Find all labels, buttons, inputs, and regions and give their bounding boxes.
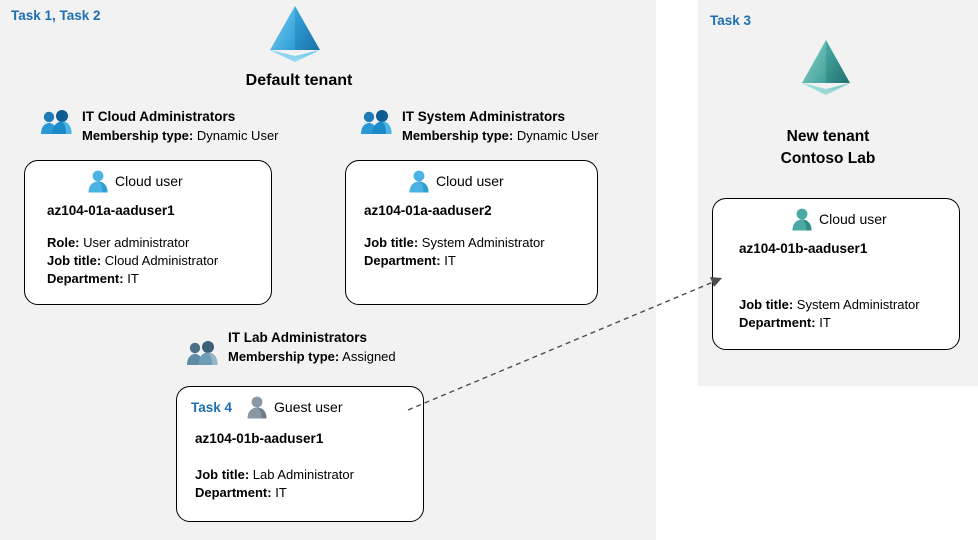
attribute-label: Job title:: [195, 467, 250, 482]
user-type-label: Cloud user: [436, 173, 504, 189]
new-tenant-pyramid-icon: [794, 38, 858, 100]
user-name: az104-01a-aaduser1: [47, 203, 175, 218]
attribute-value: IT: [444, 253, 456, 268]
user-card-aaduser1-guest[interactable]: [176, 386, 424, 522]
user-type-label: Cloud user: [115, 173, 183, 189]
attribute-label: Job title:: [47, 253, 102, 268]
attribute-value: IT: [127, 271, 139, 286]
user-attribute-job-title: [195, 466, 423, 484]
user-card-aaduser1-newtenant[interactable]: [712, 198, 960, 350]
task-label-1-2: Task 1, Task 2: [11, 8, 101, 23]
group-header-it-system-administrators: [402, 109, 599, 143]
azure-ad-tenant-pyramid-icon: [262, 4, 328, 68]
attribute-label: Department:: [47, 271, 124, 286]
group-membership-type: [82, 128, 279, 143]
user-person-icon: [246, 395, 268, 419]
user-name: az104-01b-aaduser1: [195, 431, 324, 446]
group-membership-label: Membership type:: [82, 128, 194, 143]
user-attribute-department: [47, 270, 271, 288]
new-tenant-title-line1: New tenant: [786, 128, 870, 145]
group-membership-label: Membership type:: [402, 128, 514, 143]
user-name: az104-01b-aaduser1: [739, 241, 868, 256]
group-users-icon: [186, 340, 222, 366]
new-tenant-title: [718, 126, 938, 170]
guest-to-new-tenant-arrow: [400, 260, 740, 420]
group-name: IT System Administrators: [402, 109, 566, 124]
new-tenant-title-line2: Contoso Lab: [780, 150, 876, 167]
group-users-icon: [360, 109, 396, 135]
user-type-label: Guest user: [274, 399, 343, 415]
user-attribute-job-title: [47, 252, 271, 270]
attribute-label: Department:: [195, 485, 272, 500]
default-tenant-title: Default tenant: [245, 72, 353, 89]
group-header-it-cloud-administrators: [82, 109, 279, 143]
user-card-aaduser1-cloud[interactable]: [24, 160, 272, 305]
attribute-label: Department:: [364, 253, 441, 268]
user-type-label: Cloud user: [819, 211, 887, 227]
attribute-value: Cloud Administrator: [104, 253, 219, 268]
group-name: IT Lab Administrators: [228, 330, 368, 345]
user-attribute-job-title: [364, 234, 597, 252]
group-header-it-lab-administrators: [228, 330, 396, 364]
attribute-value: IT: [275, 485, 287, 500]
attribute-label: Role:: [47, 235, 80, 250]
user-person-icon: [408, 169, 430, 193]
attribute-label: Job title:: [364, 235, 419, 250]
group-users-icon: [40, 109, 76, 135]
attribute-value: System Administrator: [796, 297, 920, 312]
group-membership-type: [402, 128, 599, 143]
user-attribute-role: [47, 234, 271, 252]
group-membership-value: Dynamic User: [196, 128, 279, 143]
user-person-icon: [791, 207, 813, 231]
user-attribute-department: [195, 484, 423, 502]
attribute-value: IT: [819, 315, 831, 330]
user-attribute-department: [739, 314, 959, 332]
user-person-icon: [87, 169, 109, 193]
group-membership-type: [228, 349, 396, 364]
task-label-3: Task 3: [710, 13, 752, 28]
attribute-label: Job title:: [739, 297, 794, 312]
attribute-value: User administrator: [83, 235, 190, 250]
task-label-4: Task 4: [191, 399, 233, 415]
attribute-value: Lab Administrator: [252, 467, 354, 482]
group-membership-value: Dynamic User: [516, 128, 599, 143]
attribute-label: Department:: [739, 315, 816, 330]
group-membership-label: Membership type:: [228, 349, 340, 364]
group-membership-value: Assigned: [342, 349, 396, 364]
user-name: az104-01a-aaduser2: [364, 203, 492, 218]
user-attribute-job-title: [739, 296, 959, 314]
group-name: IT Cloud Administrators: [82, 109, 236, 124]
attribute-value: System Administrator: [421, 235, 545, 250]
